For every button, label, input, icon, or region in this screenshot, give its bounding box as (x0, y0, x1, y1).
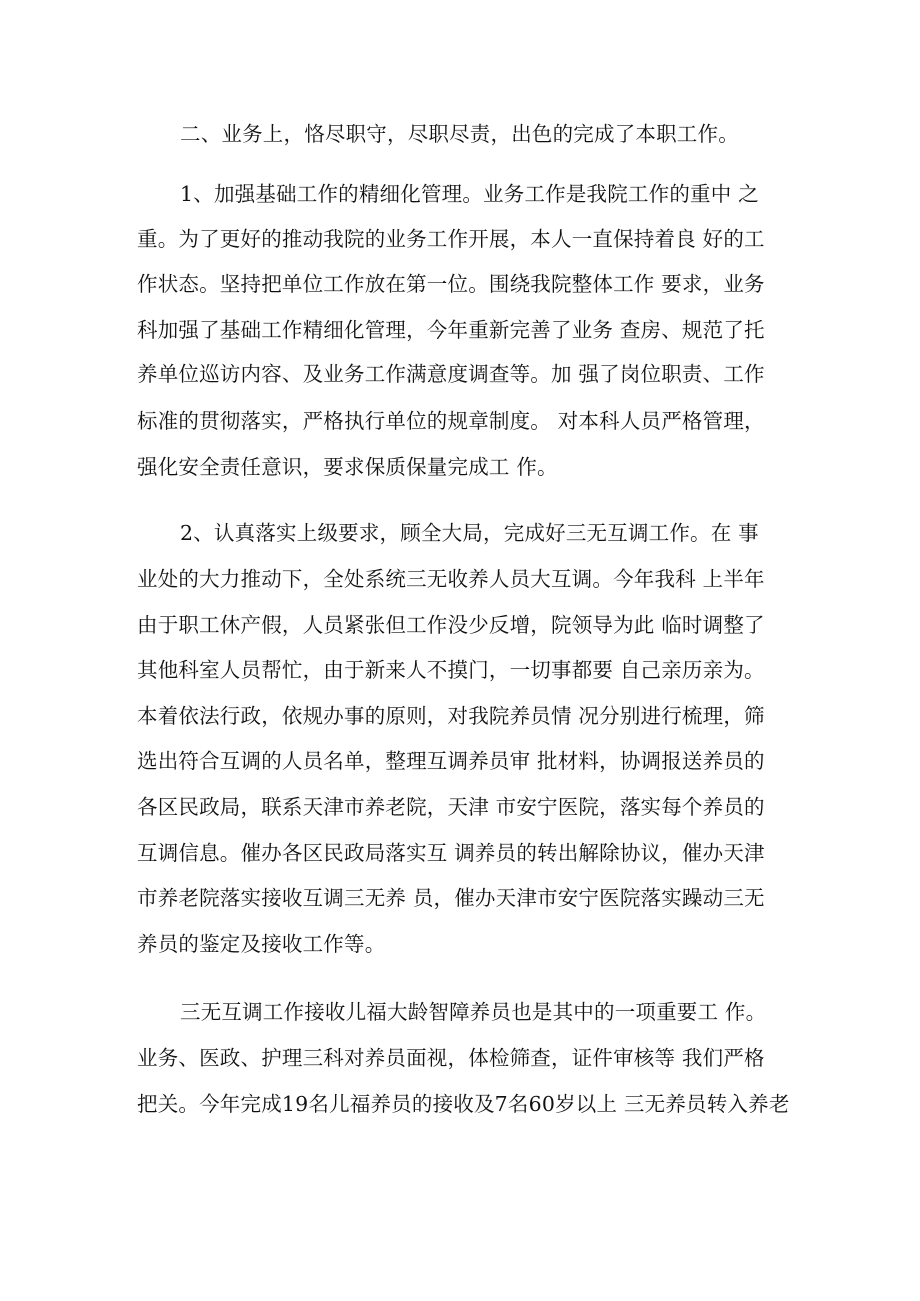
paragraph-1-line-4: 科加强了基础工作精细化管理，今年重新完善了业务 查房、规范了托 (137, 318, 765, 342)
paragraph-3-line-3: 把关。今年完成19名儿福养员的接收及7名60岁以上 三无养员转入养老 (137, 1092, 790, 1116)
paragraph-1-line-7: 强化安全责任意识，要求保质保量完成工 作。 (137, 455, 558, 479)
paragraph-2-line-1: 2、认真落实上级要求，顾全大局，完成好三无互调工作。在 事 (180, 521, 759, 545)
paragraph-1-line-5: 养单位巡访内容、及业务工作满意度调查等。加 强了岗位职责、工作 (137, 362, 765, 386)
paragraph-2-line-6: 选出符合互调的人员名单，整理互调养员审 批材料，协调报送养员的 (137, 749, 765, 773)
paragraph-2-line-2: 业处的大力推动下，全处系统三无收养人员大互调。今年我科 上半年 (137, 567, 765, 591)
paragraph-3-line-1: 三无互调工作接收儿福大龄智障养员也是其中的一项重要工 作。 (180, 1000, 767, 1024)
paragraph-2-line-7: 各区民政局，联系天津市养老院，天津 市安宁医院，落实每个养员的 (137, 795, 765, 819)
paragraph-3-line-2: 业务、医政、护理三科对养员面视，体检筛查，证件审核等 我们严格 (137, 1046, 765, 1070)
paragraph-2-line-10: 养员的鉴定及接收工作等。 (137, 932, 386, 956)
paragraph-2-line-4: 其他科室人员帮忙，由于新来人不摸门，一切事都要 自己亲历亲为。 (137, 658, 765, 682)
paragraph-1-line-6: 标准的贯彻落实，严格执行单位的规章制度。 对本科人员严格管理， (137, 409, 765, 433)
paragraph-2-line-5: 本着依法行政，依规办事的原则，对我院养员情 况分别进行梳理，筛 (137, 704, 765, 728)
paragraph-2-line-3: 由于职工休产假，人员紧张但工作没少反增，院领导为此 临时调整了 (137, 613, 765, 637)
paragraph-1-line-1: 1、加强基础工作的精细化管理。业务工作是我院工作的重中 之 (180, 182, 759, 206)
paragraph-1-line-3: 作状态。坚持把单位工作放在第一位。围绕我院整体工作 要求，业务 (137, 272, 765, 296)
paragraph-1-line-2: 重。为了更好的推动我院的业务工作开展，本人一直保持着良 好的工 (137, 227, 765, 251)
paragraph-2-line-9: 市养老院落实接收互调三无养 员，催办天津市安宁医院落实躁动三无 (137, 886, 765, 910)
paragraph-2-line-8: 互调信息。催办各区民政局落实互 调养员的转出解除协议，催办天津 (137, 841, 765, 865)
section-heading: 二、业务上，恪尽职守，尽职尽责，出色的完成了本职工作。 (180, 122, 739, 146)
